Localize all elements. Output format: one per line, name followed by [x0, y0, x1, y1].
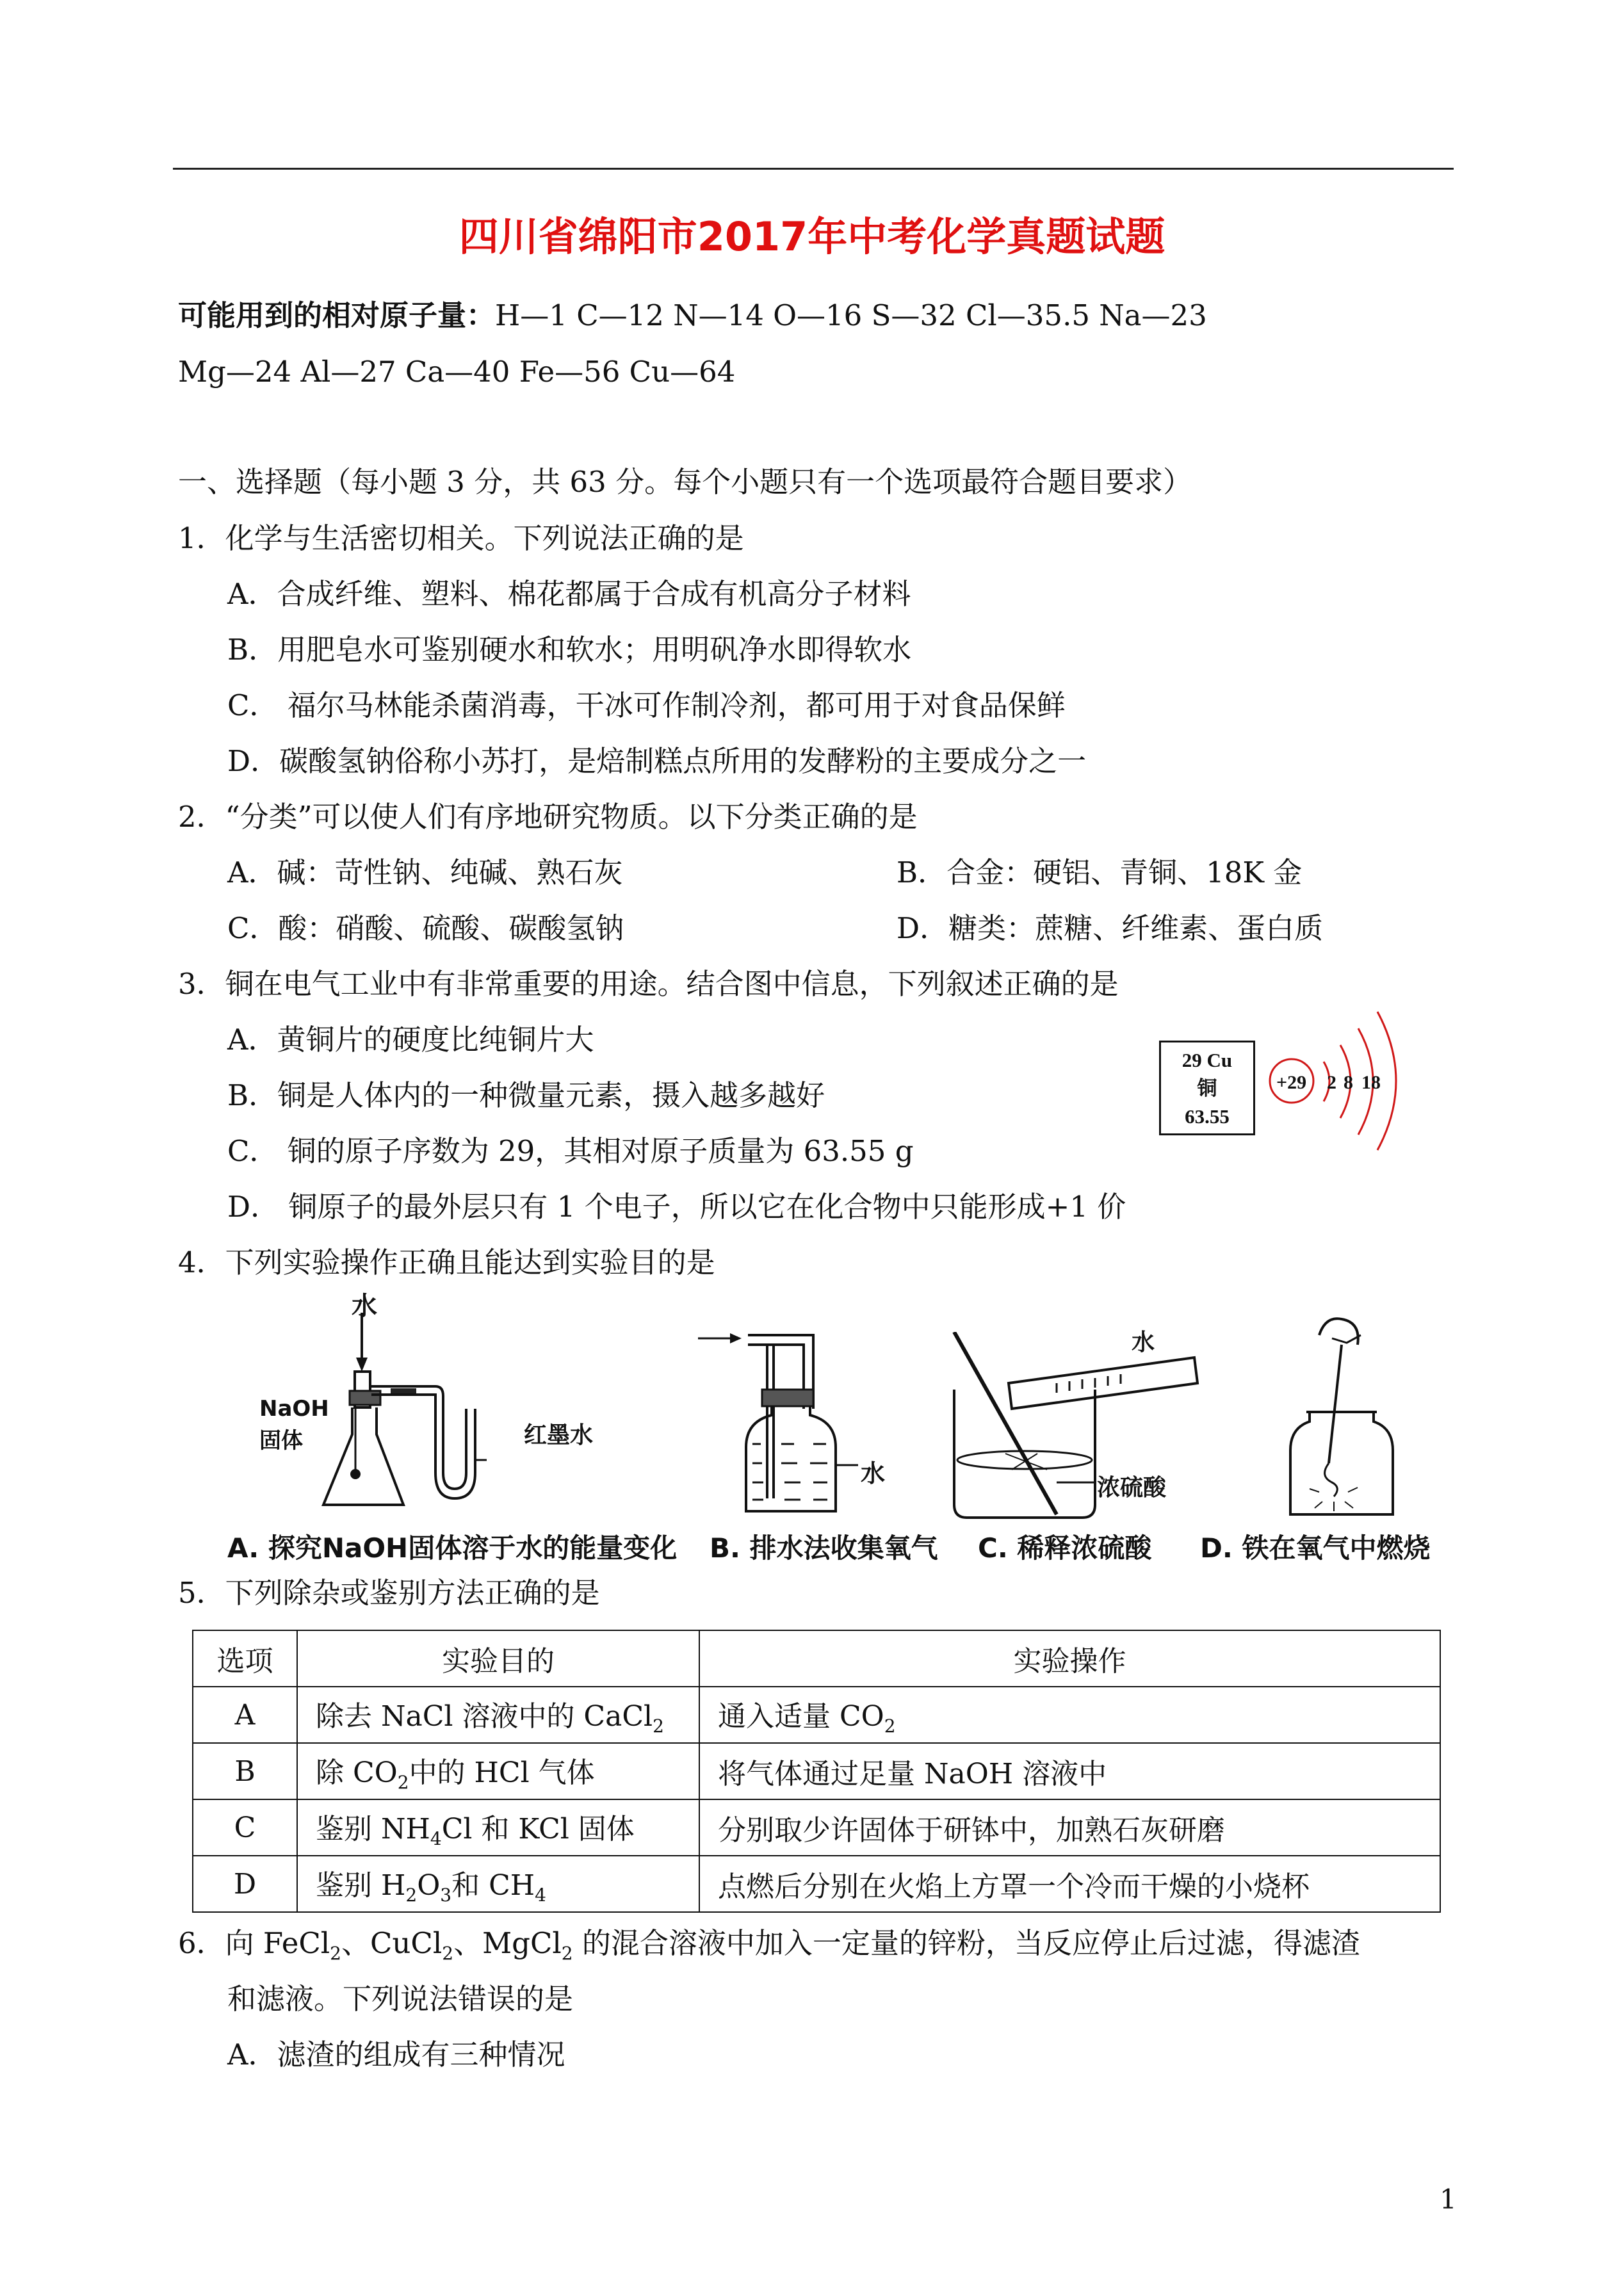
page-title: 四川省绵阳市2017年中考化学真题试题 [459, 213, 1165, 260]
goal-subscript: 4 [430, 1828, 442, 1849]
fig-a-flask-utube [307, 1313, 551, 1518]
element-number: 29 [1181, 1049, 1202, 1071]
q3-option-b: B．铜是人体内的一种微量元素，摄入越多越好 [227, 1078, 825, 1112]
element-name: 铜 [1197, 1077, 1217, 1099]
row-goal [297, 1743, 699, 1799]
fig-d-iron-burning [1271, 1310, 1418, 1527]
atomic-mass-label: 可能用到的相对原子量： [178, 298, 496, 332]
q6-subscript: 2 [442, 1943, 454, 1964]
row-operation: 点燃后分别在火焰上方罩一个冷而干燥的小烧杯 [699, 1856, 1440, 1912]
fig-a-red-ink-label: 红墨水 [524, 1422, 594, 1448]
goal-text-tail: 中的 HCl 气体 [409, 1756, 595, 1790]
fig-a-naoh-label: NaOH [259, 1396, 329, 1422]
q2-option-b: B．合金：硬铝、青铜、18K 金 [897, 856, 1303, 889]
fig-a-solid-label: 固体 [259, 1428, 303, 1454]
row-option: A [193, 1687, 297, 1743]
atomic-mass-line-1 [178, 298, 1207, 332]
goal-subscript: 2 [653, 1715, 664, 1737]
q6-stem-part: 、MgCl [453, 1926, 562, 1960]
q2-option-c: C．酸：硝酸、硫酸、碳酸氢钠 [227, 911, 624, 945]
goal-subscript: 2 [405, 1884, 418, 1906]
element-symbol: Cu [1206, 1049, 1233, 1071]
fig-d-caption: D. 铁在氧气中燃烧 [1200, 1532, 1431, 1564]
section-heading: 一、选择题（每小题 3 分，共 63 分。每个小题只有一个选项最符合题目要求） [178, 465, 1192, 499]
goal-text-mid: O [417, 1869, 441, 1902]
q3-option-a: A．黄铜片的硬度比纯铜片大 [227, 1023, 594, 1057]
fig-b-caption: B. 排水法收集氧气 [710, 1532, 938, 1564]
fig-b-water-label: 水 [861, 1459, 886, 1488]
goal-subscript-2: 3 [440, 1884, 452, 1906]
shell-count-1: 2 [1327, 1072, 1336, 1093]
fig-c-beaker-dilution [941, 1332, 1210, 1524]
fig-a-caption: A. 探究NaOH固体溶于水的能量变化 [227, 1532, 678, 1564]
q6-subscript: 2 [330, 1943, 341, 1964]
q5-table [192, 1630, 1441, 1913]
goal-text: 除 CO [316, 1756, 398, 1790]
row-option: D [193, 1856, 297, 1912]
copper-element-card [1159, 1041, 1255, 1135]
q1-option-b: B．用肥皂水可鉴别硬水和软水；用明矾净水即得软水 [227, 633, 912, 667]
goal-text-tail: Cl 和 KCl 固体 [441, 1813, 635, 1846]
q2-option-a: A．碱：苛性钠、纯碱、熟石灰 [227, 856, 623, 889]
header-operation: 实验操作 [699, 1630, 1440, 1687]
goal-text: 鉴别 NH [316, 1813, 430, 1846]
goal-text-tail: 和 CH [451, 1869, 535, 1902]
q3-stem: 3．铜在电气工业中有非常重要的用途。结合图中信息，下列叙述正确的是 [178, 967, 1119, 1001]
fig-b-gas-bottle [692, 1319, 884, 1524]
header-goal: 实验目的 [297, 1630, 699, 1687]
table-row [193, 1687, 1440, 1743]
q1-option-c: C． 福尔马林能杀菌消毒，干冰可作制冷剂，都可用于对食品保鲜 [227, 688, 1066, 722]
q1-option-d: D．碳酸氢钠俗称小苏打，是焙制糕点所用的发酵粉的主要成分之一 [227, 744, 1087, 778]
goal-subscript-3: 4 [535, 1884, 546, 1906]
table-row [193, 1799, 1440, 1856]
q3-option-c: C． 铜的原子序数为 29，其相对原子质量为 63.55 g [227, 1134, 914, 1168]
fig-c-water-label: 水 [1132, 1329, 1155, 1356]
shell-count-2: 8 [1344, 1072, 1353, 1093]
atomic-mass-values-2: Mg—24 Al—27 Ca—40 Fe—56 Cu—64 [178, 355, 736, 389]
page-number: 1 [1440, 2184, 1457, 2215]
row-operation [699, 1687, 1440, 1743]
fig-c-caption: C. 稀释浓硫酸 [978, 1532, 1152, 1564]
atomic-mass-values-1: H—1 C—12 N—14 O—16 S—32 Cl—35.5 Na—23 [495, 298, 1207, 332]
q1-option-a: A．合成纤维、塑料、棉花都属于合成有机高分子材料 [227, 577, 911, 611]
header-rule [173, 168, 1454, 170]
row-goal [297, 1856, 699, 1912]
q6-stem-line-2: 和滤液。下列说法错误的是 [227, 1982, 574, 2016]
q6-stem [178, 1926, 1360, 1964]
q2-stem: 2．“分类”可以使人们有序地研究物质。以下分类正确的是 [178, 800, 918, 834]
element-mass: 63.55 [1185, 1105, 1230, 1128]
q2-option-d: D．糖类：蔗糖、纤维素、蛋白质 [897, 911, 1324, 945]
row-goal [297, 1799, 699, 1856]
q5-stem: 5．下列除杂或鉴别方法正确的是 [178, 1576, 600, 1610]
row-operation: 将气体通过足量 NaOH 溶液中 [699, 1743, 1440, 1799]
goal-text: 除去 NaCl 溶液中的 CaCl [316, 1700, 653, 1733]
operation-subscript: 2 [884, 1715, 896, 1737]
q6-stem-part: 、CuCl [341, 1926, 443, 1960]
goal-subscript: 2 [397, 1771, 409, 1793]
q4-stem: 4．下列实验操作正确且能达到实验目的是 [178, 1245, 715, 1279]
q6-option-a: A．滤渣的组成有三种情况 [227, 2038, 565, 2072]
shell-count-3: 18 [1361, 1072, 1381, 1093]
header-option: 选项 [193, 1630, 297, 1687]
q1-stem: 1．化学与生活密切相关。下列说法正确的是 [178, 521, 744, 555]
q6-subscript: 2 [561, 1943, 573, 1964]
row-option: C [193, 1799, 297, 1856]
row-option: B [193, 1743, 297, 1799]
table-row [193, 1856, 1440, 1912]
row-operation: 分别取少许固体于研钵中，加熟石灰研磨 [699, 1799, 1440, 1856]
fig-a-water-label: 水 [352, 1292, 377, 1321]
q6-stem-part: 6．向 FeCl [178, 1926, 330, 1960]
fig-c-conc-acid-label: 浓硫酸 [1097, 1475, 1167, 1501]
nucleus-charge: +29 [1276, 1072, 1307, 1093]
operation-text: 通入适量 CO [718, 1700, 884, 1733]
table-row [193, 1743, 1440, 1799]
goal-text: 鉴别 H [316, 1869, 406, 1902]
row-goal [297, 1687, 699, 1743]
table-header-row [193, 1630, 1440, 1687]
q6-stem-part: 的混合溶液中加入一定量的锌粉，当反应停止后过滤，得滤渣 [572, 1926, 1360, 1960]
q3-option-d: D． 铜原子的最外层只有 1 个电子，所以它在化合物中只能形成+1 价 [227, 1190, 1126, 1224]
